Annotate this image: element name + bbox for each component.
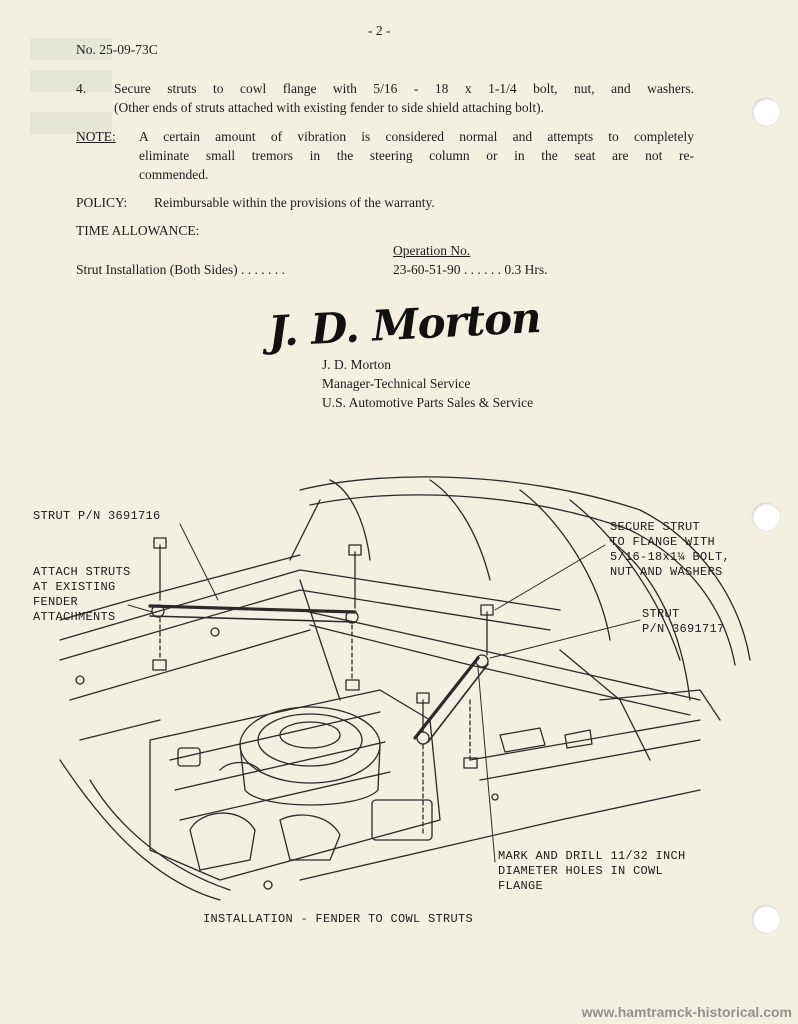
time-allowance-label: TIME ALLOWANCE:	[76, 223, 200, 238]
page-number: - 2 -	[368, 23, 391, 38]
operation-item-label: Strut Installation (Both Sides) . . . . . . .	[76, 262, 285, 277]
callout-mark-line-1: MARK AND DRILL 11/32 INCH	[498, 849, 686, 863]
figure-caption: INSTALLATION - FENDER TO COWL STRUTS	[203, 912, 474, 926]
document-number: No. 25-09-73C	[76, 42, 158, 57]
signer-name: J. D. Morton	[322, 357, 392, 372]
note-text-line-3: commended.	[139, 167, 209, 182]
operation-number: 23-60-51-90 . . . . . . 0.3 Hrs.	[393, 262, 548, 277]
callout-attach-line-2: AT EXISTING	[33, 580, 116, 594]
callout-attach-line-1: ATTACH STRUTS	[33, 565, 131, 579]
policy-text: Reimbursable within the provisions of the warranty.	[154, 195, 435, 210]
callout-secure-line-1: SECURE STRUT	[610, 520, 701, 534]
step-text-line-2: (Other ends of struts attached with existing fender to side shield attaching bolt).	[114, 100, 545, 115]
note-text-line-1: A certain amount of vibration is considered normal and attempts to completely	[139, 129, 694, 144]
callout-mark-line-3: FLANGE	[498, 879, 544, 893]
callout-secure-line-4: NUT AND WASHERS	[610, 565, 723, 579]
callout-secure-line-2: TO FLANGE WITH	[610, 535, 716, 549]
callout-strut-right-line-2: P/N 3691717	[642, 622, 725, 636]
signer-organization: U.S. Automotive Parts Sales & Service	[322, 395, 534, 410]
operation-header: Operation No.	[393, 243, 471, 258]
callout-attach-line-4: ATTACHMENTS	[33, 610, 116, 624]
callout-secure-line-3: 5/16-18x1¼ BOLT,	[610, 550, 731, 564]
policy-label: POLICY:	[76, 195, 128, 210]
step-number: 4.	[76, 81, 87, 96]
watermark: www.hamtramck-historical.com	[581, 1004, 792, 1020]
callout-strut-right-line-1: STRUT	[642, 607, 680, 621]
note-label: NOTE:	[76, 129, 116, 144]
step-text-line-1: Secure struts to cowl flange with 5/16 - 18 x 1-1/4 bolt, nut, and washers.	[114, 81, 694, 96]
callout-strut-left: STRUT P/N 3691716	[33, 509, 161, 523]
note-text-line-2: eliminate small tremors in the steering column or in the seat are not re-	[139, 148, 694, 163]
signer-title: Manager-Technical Service	[322, 376, 471, 391]
callout-mark-line-2: DIAMETER HOLES IN COWL	[498, 864, 664, 878]
signature: J. D. Morton	[266, 292, 542, 357]
callout-attach-line-3: FENDER	[33, 595, 79, 609]
